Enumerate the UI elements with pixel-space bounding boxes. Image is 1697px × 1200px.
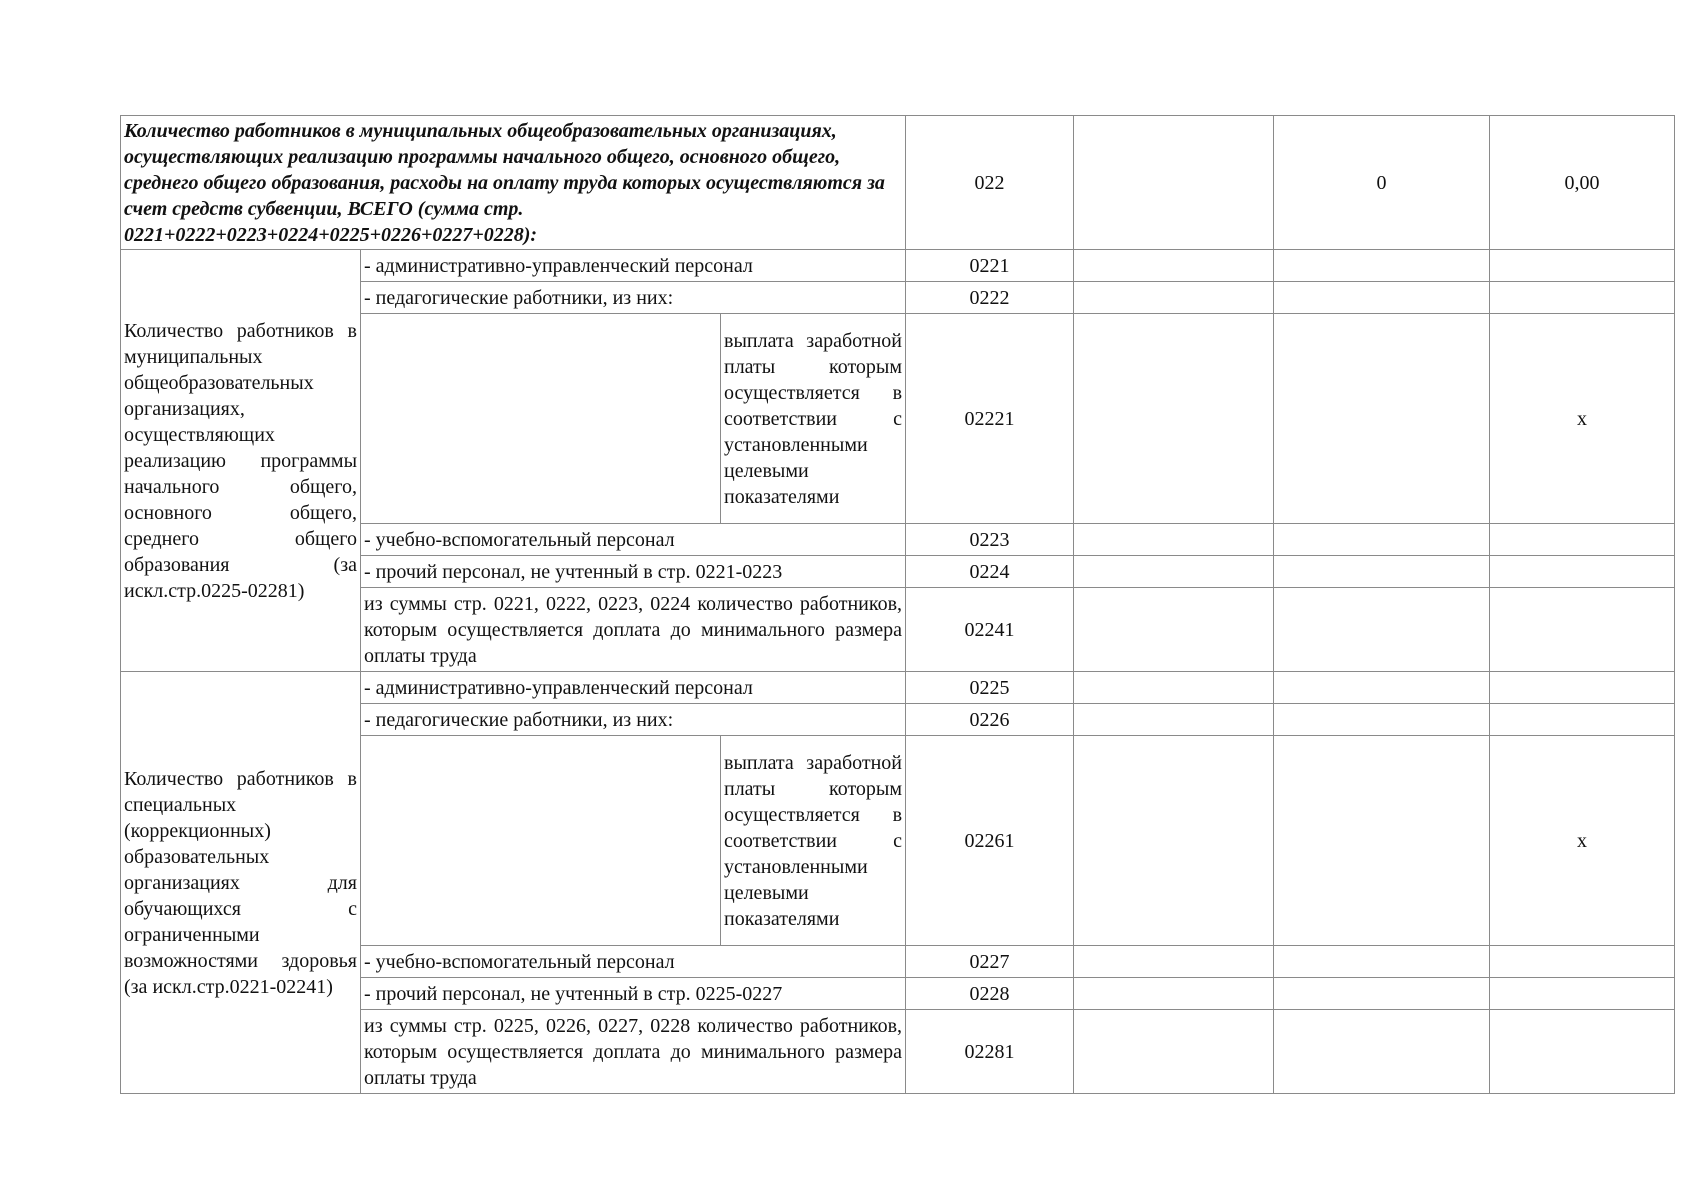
row-col3: х <box>1490 736 1675 946</box>
row-code: 02261 <box>906 736 1074 946</box>
row-col2 <box>1274 250 1490 282</box>
row-col2 <box>1274 556 1490 588</box>
total-row-code: 022 <box>906 116 1074 250</box>
table-row <box>121 672 1675 704</box>
row-col2 <box>1274 978 1490 1010</box>
row-label: - педагогические работники, из них: <box>361 282 906 314</box>
row-code: 0223 <box>906 524 1074 556</box>
row-label: - административно-управленческий персонал <box>361 672 906 704</box>
row-col3 <box>1490 282 1675 314</box>
row-col1 <box>1074 1010 1274 1094</box>
row-code: 02241 <box>906 588 1074 672</box>
row-col1 <box>1074 588 1274 672</box>
row-col3 <box>1490 524 1675 556</box>
total-row-col1 <box>1074 116 1274 250</box>
row-col2 <box>1274 282 1490 314</box>
row-col1 <box>1074 524 1274 556</box>
section2-group-label: Количество работников в специальных (коррекционных) образовательных организациях для обучающихся с ограниченными возможностями здоровья (за искл.стр.0221-02241) <box>121 672 361 1094</box>
row-col2 <box>1274 736 1490 946</box>
row-blank-cell <box>361 736 721 946</box>
row-col1 <box>1074 704 1274 736</box>
section1-group-label: Количество работников в муниципальных общеобразовательных организациях, осуществляющих реализацию программы начального общего, основного общего, среднего общего образования (за искл.стр.0225-02281) <box>121 250 361 672</box>
row-col3: х <box>1490 314 1675 524</box>
row-col3 <box>1490 704 1675 736</box>
row-col2 <box>1274 588 1490 672</box>
row-code: 0222 <box>906 282 1074 314</box>
row-col2 <box>1274 1010 1490 1094</box>
row-label: - педагогические работники, из них: <box>361 704 906 736</box>
row-label: - административно-управленческий персонал <box>361 250 906 282</box>
row-label: из суммы стр. 0221, 0222, 0223, 0224 количество работников, которым осуществляется доплата до минимального размера оплаты труда <box>361 588 906 672</box>
row-col3 <box>1490 672 1675 704</box>
row-col1 <box>1074 978 1274 1010</box>
row-code: 0221 <box>906 250 1074 282</box>
table-row <box>121 250 1675 282</box>
row-label: из суммы стр. 0225, 0226, 0227, 0228 количество работников, которым осуществляется доплата до минимального размера оплаты труда <box>361 1010 906 1094</box>
row-label: выплата заработной платы которым осуществляется в соответствии с установленными целевыми показателями <box>721 736 906 946</box>
total-row-col2: 0 <box>1274 116 1490 250</box>
total-row-col3: 0,00 <box>1490 116 1675 250</box>
row-label: выплата заработной платы которым осуществляется в соответствии с установленными целевыми показателями <box>721 314 906 524</box>
row-label: - прочий персонал, не учтенный в стр. 0221-0223 <box>361 556 906 588</box>
row-col3 <box>1490 250 1675 282</box>
report-table <box>120 115 1675 1094</box>
row-blank-cell <box>361 314 721 524</box>
row-col3 <box>1490 946 1675 978</box>
row-col1 <box>1074 946 1274 978</box>
row-col2 <box>1274 524 1490 556</box>
row-col3 <box>1490 556 1675 588</box>
row-label: - прочий персонал, не учтенный в стр. 0225-0227 <box>361 978 906 1010</box>
row-label: - учебно-вспомогательный персонал <box>361 946 906 978</box>
row-col2 <box>1274 314 1490 524</box>
row-col1 <box>1074 250 1274 282</box>
row-col1 <box>1074 672 1274 704</box>
row-code: 02281 <box>906 1010 1074 1094</box>
row-col3 <box>1490 978 1675 1010</box>
row-code: 0227 <box>906 946 1074 978</box>
row-code: 0228 <box>906 978 1074 1010</box>
row-col3 <box>1490 588 1675 672</box>
total-row <box>121 116 1675 250</box>
row-code: 0225 <box>906 672 1074 704</box>
row-col2 <box>1274 946 1490 978</box>
total-row-label: Количество работников в муниципальных общеобразовательных организациях, осуществляющих реализацию программы начального общего, основного общего, среднего общего образования, расходы на оплату труда которых осуществляются за счет средств субвенции, ВСЕГО (сумма стр. 0221+0222+0223+0224+0225+0226+0227+0228): <box>121 116 906 250</box>
row-col3 <box>1490 1010 1675 1094</box>
row-col1 <box>1074 556 1274 588</box>
row-code: 0224 <box>906 556 1074 588</box>
row-code: 0226 <box>906 704 1074 736</box>
row-col1 <box>1074 314 1274 524</box>
row-code: 02221 <box>906 314 1074 524</box>
row-col1 <box>1074 736 1274 946</box>
row-col2 <box>1274 704 1490 736</box>
row-col2 <box>1274 672 1490 704</box>
row-label: - учебно-вспомогательный персонал <box>361 524 906 556</box>
row-col1 <box>1074 282 1274 314</box>
